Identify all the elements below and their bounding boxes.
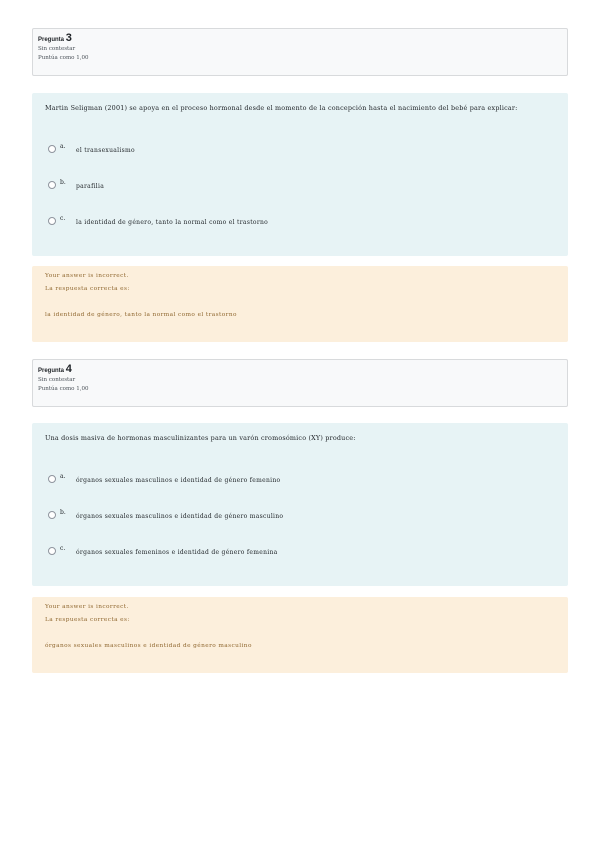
feedback-correct-answer: la identidad de género, tanto la normal como el trastorno xyxy=(45,312,237,318)
option-text[interactable]: la identidad de género, tanto la normal como el trastorno xyxy=(76,219,269,226)
radio-button[interactable] xyxy=(48,511,56,519)
question-text: Una dosis masiva de hormonas masculinizantes para un varón cromosómico (XY) produce: xyxy=(45,434,356,442)
question-info-3 xyxy=(32,28,568,76)
feedback-correct-label: La respuesta correcta es: xyxy=(45,286,130,292)
question-status: Sin contestar xyxy=(38,46,76,52)
answer-option-c[interactable] xyxy=(48,545,548,557)
question-status: Sin contestar xyxy=(38,377,76,383)
question-number xyxy=(38,364,562,376)
option-letter: a. xyxy=(60,473,66,480)
option-letter: a. xyxy=(60,143,66,150)
question-formulation-4 xyxy=(32,423,568,586)
option-text[interactable]: parafilia xyxy=(76,183,105,190)
option-letter: b. xyxy=(60,509,66,516)
question-text: Martin Seligman (2001) se apoya en el proceso hormonal desde el momento de la concepción hasta el nacimiento del bebé para explicar: xyxy=(45,104,518,112)
answer-option-b[interactable] xyxy=(48,179,548,191)
feedback-correct-answer: órganos sexuales masculinos e identidad de género masculino xyxy=(45,643,252,649)
feedback-result: Your answer is incorrect. xyxy=(45,273,129,279)
answer-option-c[interactable] xyxy=(48,215,548,227)
feedback-result: Your answer is incorrect. xyxy=(45,604,129,610)
question-number-value: 3 xyxy=(65,32,72,44)
answer-option-b[interactable] xyxy=(48,509,548,521)
radio-button[interactable] xyxy=(48,145,56,153)
question-label: Pregunta xyxy=(38,368,65,374)
answer-option-a[interactable] xyxy=(48,143,548,155)
question-info-4 xyxy=(32,359,568,407)
radio-button[interactable] xyxy=(48,547,56,555)
option-text[interactable]: órganos sexuales masculinos e identidad de género femenino xyxy=(76,477,281,484)
option-letter: c. xyxy=(60,215,66,222)
question-score: Puntúa como 1,00 xyxy=(38,386,89,392)
question-score: Puntúa como 1,00 xyxy=(38,55,89,61)
radio-button[interactable] xyxy=(48,475,56,483)
option-text[interactable]: órganos sexuales masculinos e identidad de género masculino xyxy=(76,513,284,520)
answer-option-a[interactable] xyxy=(48,473,548,485)
question-label: Pregunta xyxy=(38,37,65,43)
option-text[interactable]: órganos sexuales femeninos e identidad de género femenina xyxy=(76,549,278,556)
feedback-correct-label: La respuesta correcta es: xyxy=(45,617,130,623)
feedback-box-4 xyxy=(32,597,568,673)
radio-button[interactable] xyxy=(48,217,56,225)
option-letter: c. xyxy=(60,545,66,552)
option-letter: b. xyxy=(60,179,66,186)
feedback-box-3 xyxy=(32,266,568,342)
option-text[interactable]: el transexualismo xyxy=(76,147,135,154)
question-number xyxy=(38,33,562,45)
question-formulation-3 xyxy=(32,93,568,256)
radio-button[interactable] xyxy=(48,181,56,189)
question-number-value: 4 xyxy=(65,363,72,375)
